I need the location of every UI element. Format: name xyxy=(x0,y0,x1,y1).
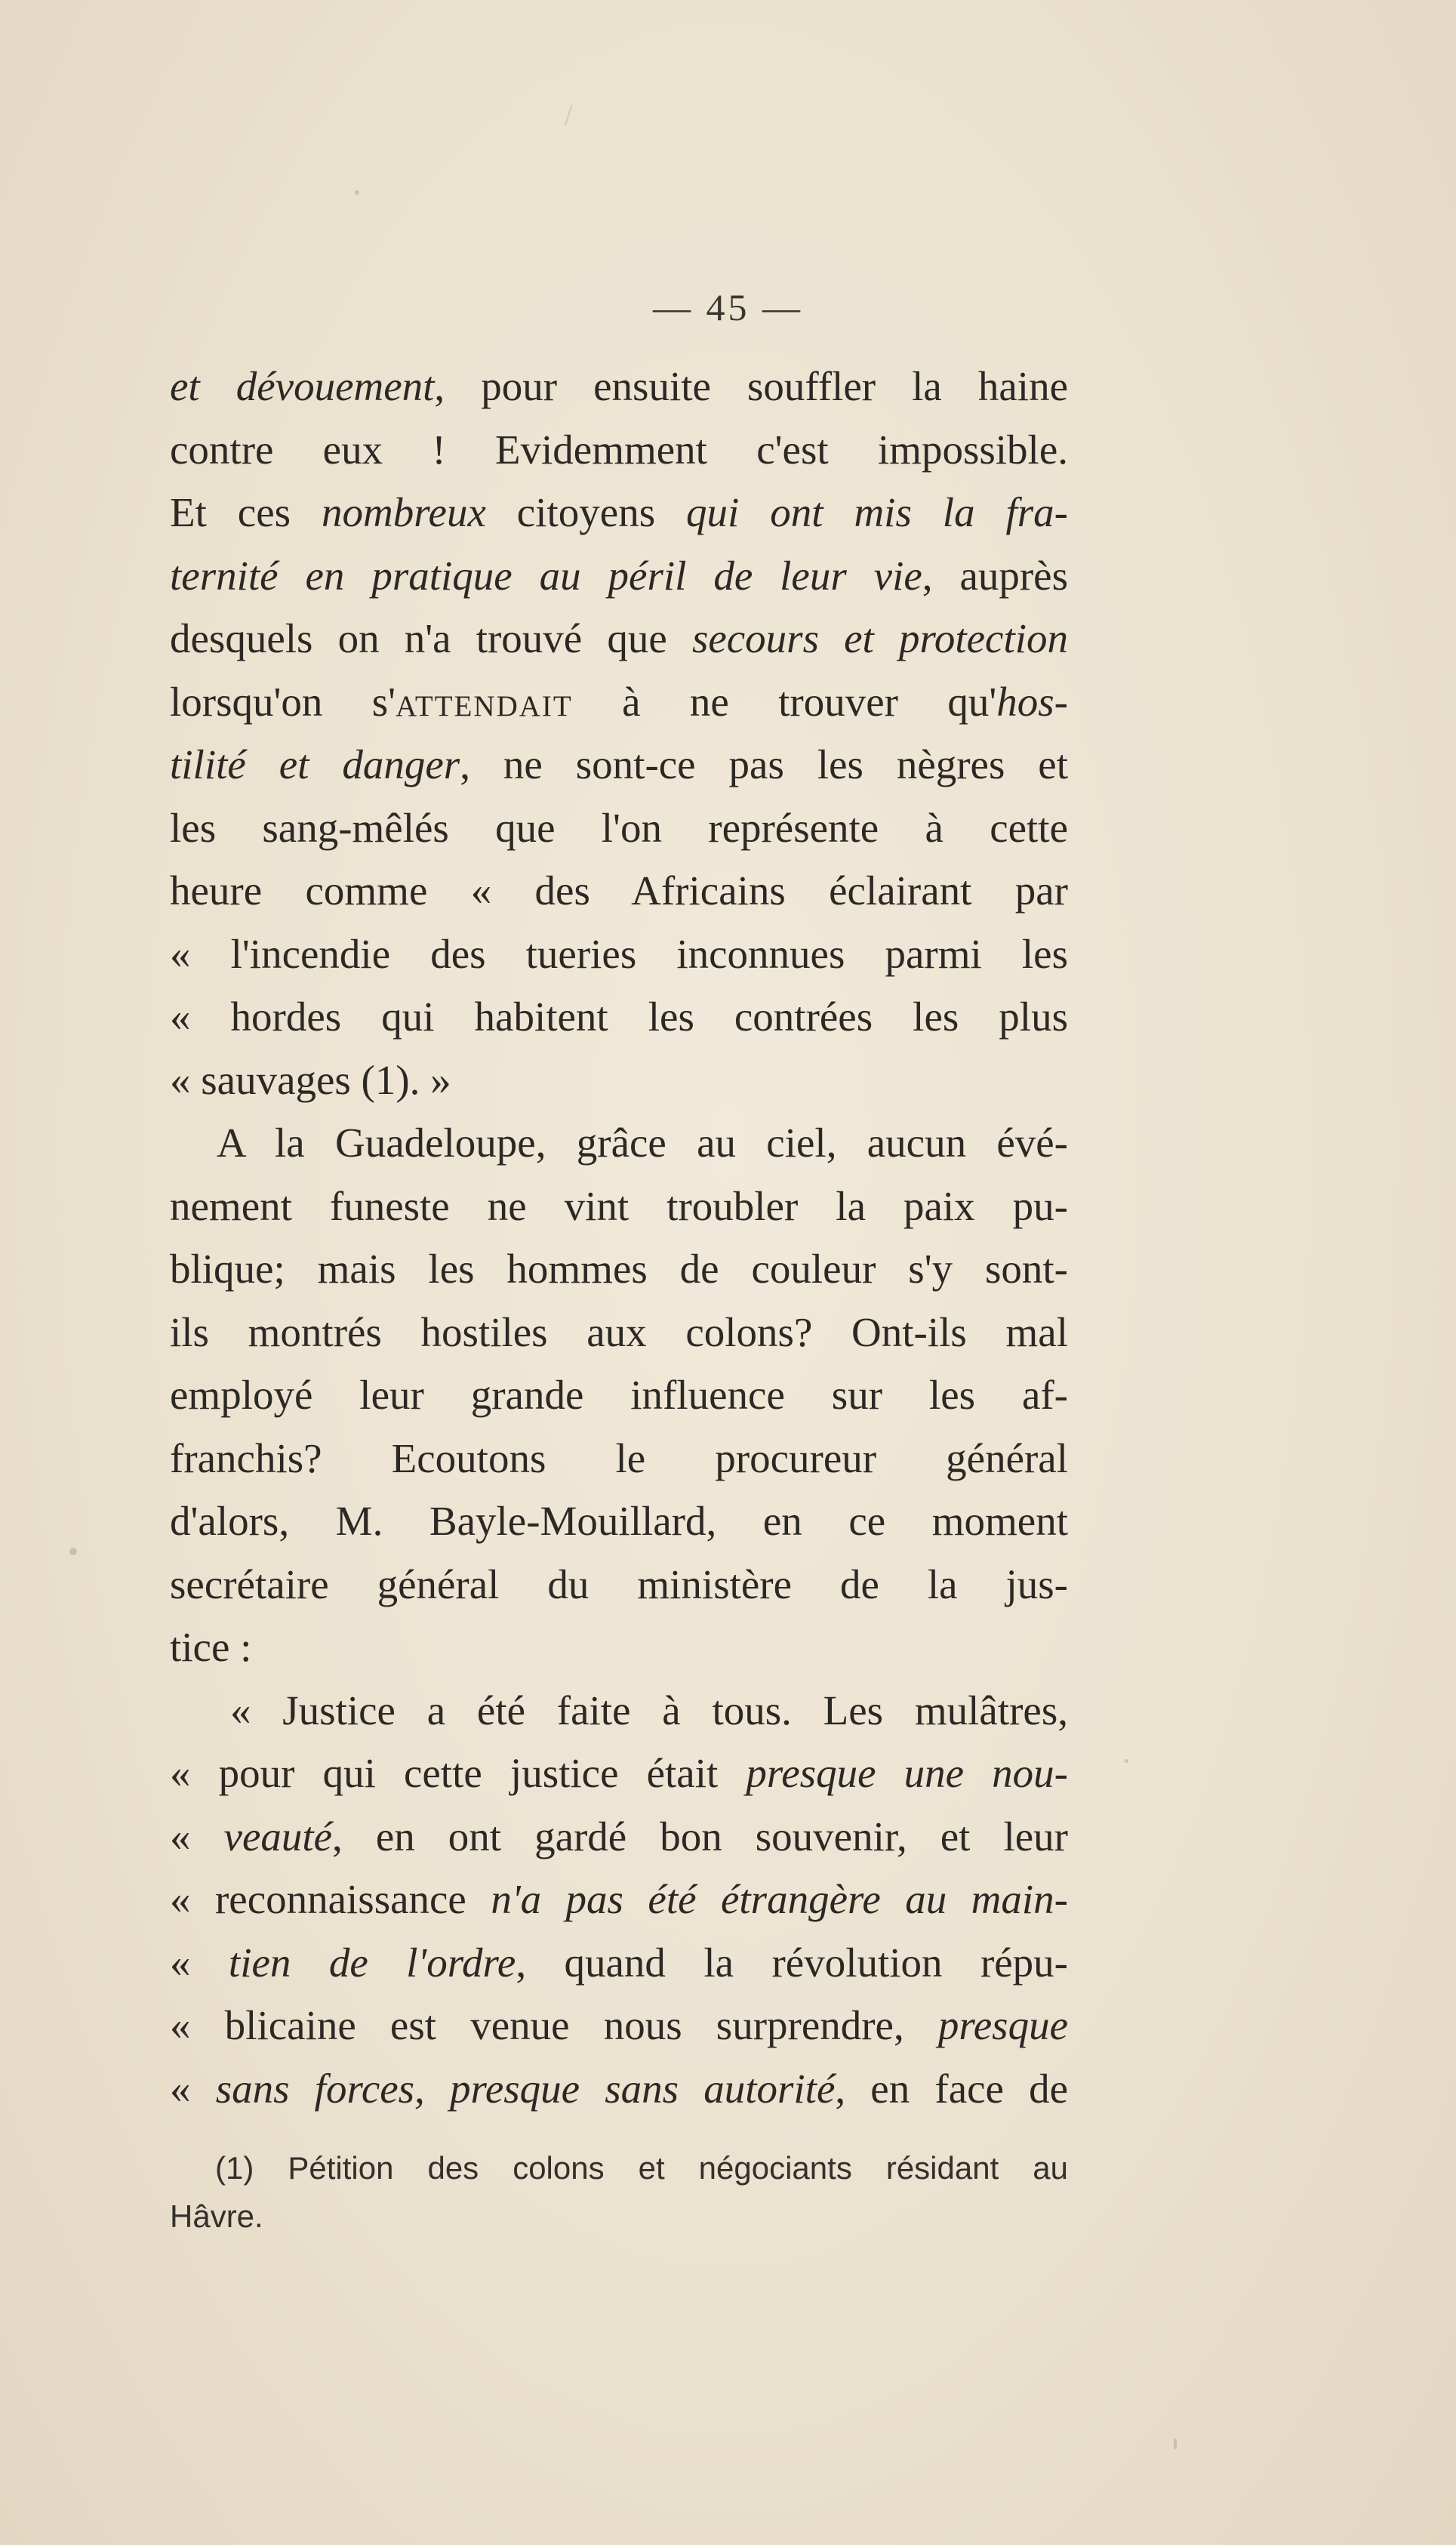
text-line: employé leur grande influence sur les af- xyxy=(170,1372,1068,1418)
text-line: « sauvages (1). » xyxy=(170,1056,451,1103)
text-line: « sans forces, presque sans autorité, en face de xyxy=(170,2065,1069,2112)
text-line: tice : xyxy=(170,1624,252,1670)
text-line: « hordes qui habitent les contrées les plus xyxy=(170,994,1068,1040)
text-line: « veauté, en ont gardé bon souvenir, et leur xyxy=(170,1813,1068,1859)
paper-speck xyxy=(69,1548,77,1555)
text-line: d'alors, M. Bayle-Mouillard, en ce moment xyxy=(170,1498,1068,1544)
text-line: heure comme « des Africains éclairant par xyxy=(170,867,1068,914)
footnote xyxy=(170,2144,1068,2241)
text-line: nement funeste ne vint troubler la paix pu- xyxy=(170,1182,1068,1229)
text-line: blique; mais les hommes de couleur s'y sont- xyxy=(170,1246,1068,1292)
text-line: franchis? Ecoutons le procureur général xyxy=(170,1434,1068,1481)
body-text xyxy=(170,355,1068,2120)
page-number: — 45 — xyxy=(653,286,803,328)
text-line: tilité et danger, ne sont-ce pas les nègres et xyxy=(170,741,1068,787)
text-line: « blicaine est venue nous surprendre, presque xyxy=(170,2002,1068,2048)
paper-speck xyxy=(1125,1759,1128,1763)
text-line: « Justice a été faite à tous. Les mulâtres, xyxy=(230,1687,1068,1733)
paper-speck xyxy=(1174,2439,1177,2449)
text-line: « l'incendie des tueries inconnues parmi les xyxy=(170,930,1068,977)
text-line: A la Guadeloupe, grâce au ciel, aucun évé- xyxy=(217,1120,1068,1166)
text-line: ils montrés hostiles aux colons? Ont-ils mal xyxy=(170,1308,1068,1355)
text-line: contre eux ! Evidemment c'est impossible. xyxy=(170,426,1068,473)
text-line: et dévouement, pour ensuite souffler la haine xyxy=(170,363,1068,409)
text-line: les sang-mêlés que l'on représente à cette xyxy=(170,804,1068,851)
paper-speck xyxy=(355,190,359,195)
footnote-line: (1) Pétition des colons et négociants résidant au xyxy=(215,2150,1068,2186)
pencil-mark xyxy=(565,105,580,128)
text-line: desquels on n'a trouvé que secours et protection xyxy=(170,615,1069,661)
text-line: secrétaire général du ministère de la jus- xyxy=(170,1561,1068,1607)
text-line: Et ces nombreux citoyens qui ont mis la fra- xyxy=(170,489,1068,535)
text-line: « reconnaissance n'a pas été étrangère au main- xyxy=(170,1876,1069,1922)
text-line: « pour qui cette justice était presque une nou- xyxy=(170,1750,1068,1796)
text-line: ternité en pratique au péril de leur vie, auprès xyxy=(170,552,1068,599)
text-line: lorsqu'on s'attendait à ne trouver qu'hos- xyxy=(170,678,1068,725)
footnote-line: Hâvre. xyxy=(170,2198,263,2234)
text-line: « tien de l'ordre, quand la révolution répu- xyxy=(170,1939,1068,1986)
